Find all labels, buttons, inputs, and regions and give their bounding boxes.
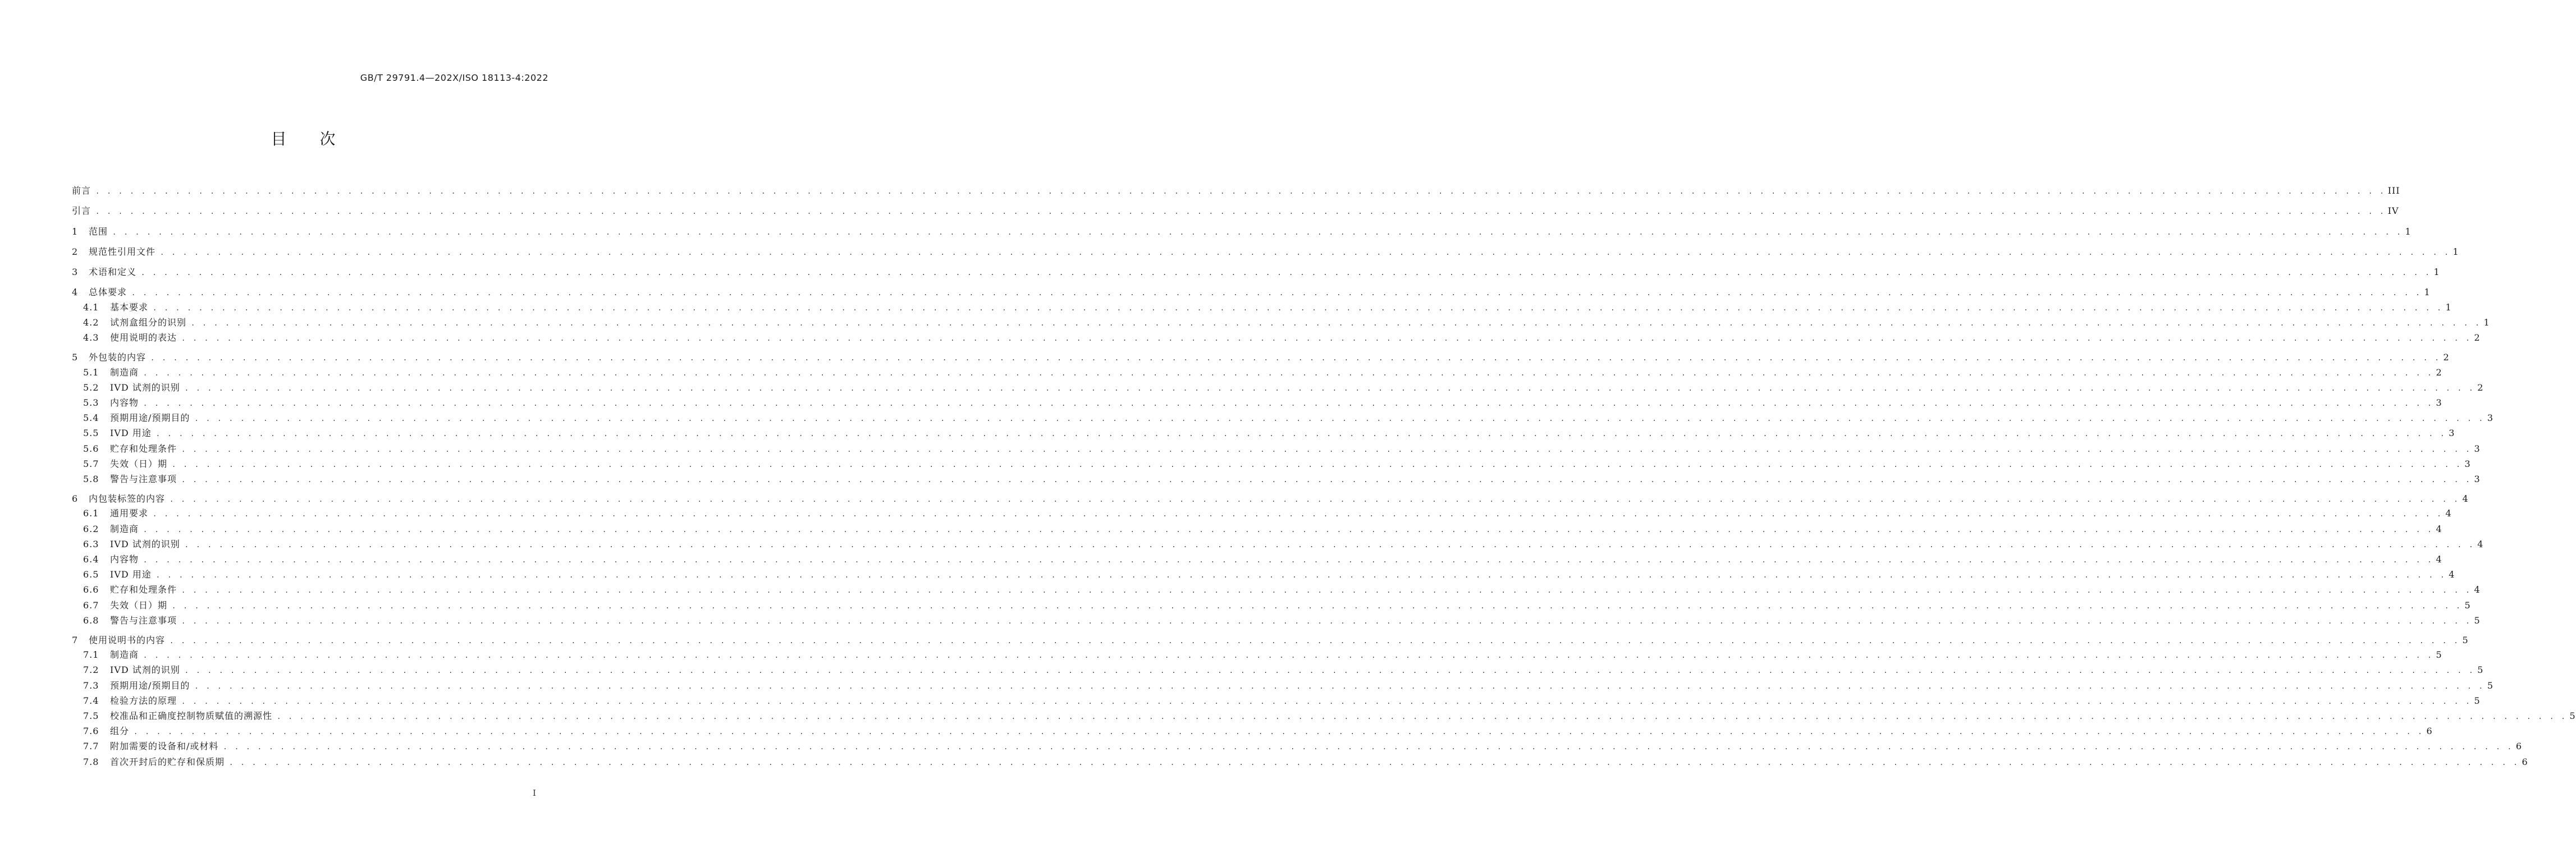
toc-entry-number: 6.7 <box>83 599 99 611</box>
toc-entry-label: 内容物 <box>110 554 139 565</box>
toc-leader-dots: . . . . . . . . . . . . . . . . . . . . . . . . . . . . . . . . . . . . . . . . . . . . . . . . . . . . . . . . . . . . . . . . . . . . . . . . . . . . . . . . . . . . . . . . . . . . . . . . . . . . . . . . . . . . . . . . . . . . . . . . . . . . . . . . . . . . . . . . . . . . . . . . . . . . . . . . . . . . . . . . . . . . . . . . . . . . . . . . . . . . . . . . . . . . . . . . . . . . . . . . <box>223 743 2514 751</box>
toc-entry-label: 预期用途/预期目的 <box>110 680 190 691</box>
toc-entry-page: 5 <box>2462 634 2469 645</box>
toc-entry-number: 2 <box>72 246 79 257</box>
toc-entry-label: 失效（日）期 <box>110 599 168 611</box>
toc-entry-number: 5.6 <box>83 443 99 454</box>
toc-entry[interactable] <box>72 203 2399 223</box>
toc-entry-page: 3 <box>2474 473 2481 484</box>
toc-entry-label: 附加需要的设备和/或材料 <box>110 741 219 752</box>
toc-entry[interactable] <box>72 709 2576 725</box>
toc-entry[interactable] <box>72 301 2452 316</box>
toc-entry-number: 5.1 <box>83 366 99 378</box>
toc-leader-dots: . . . . . . . . . . . . . . . . . . . . . . . . . . . . . . . . . . . . . . . . . . . . . . . . . . . . . . . . . . . . . . . . . . . . . . . . . . . . . . . . . . . . . . . . . . . . . . . . . . . . . . . . . . . . . . . . . . . . . . . . . . . . . . . . . . . . . . . . . . . . . . . . . . . . . . . . . . . . . . . . . . . . . . . . . . . . . . . . . . . . . . . . . . . . . . . . . . . . . . . . <box>155 430 2446 438</box>
toc-leader-dots: . . . . . . . . . . . . . . . . . . . . . . . . . . . . . . . . . . . . . . . . . . . . . . . . . . . . . . . . . . . . . . . . . . . . . . . . . . . . . . . . . . . . . . . . . . . . . . . . . . . . . . . . . . . . . . . . . . . . . . . . . . . . . . . . . . . . . . . . . . . . . . . . . . . . . . . . . . . . . . . . . . . . . . . . . . . . . . . . . . . . . . . . . . . . . . . . . . . . . . . . <box>229 758 2519 767</box>
toc-entry-label: 组分 <box>110 726 130 737</box>
toc-leader-dots: . . . . . . . . . . . . . . . . . . . . . . . . . . . . . . . . . . . . . . . . . . . . . . . . . . . . . . . . . . . . . . . . . . . . . . . . . . . . . . . . . . . . . . . . . . . . . . . . . . . . . . . . . . . . . . . . . . . . . . . . . . . . . . . . . . . . . . . . . . . . . . . . . . . . . . . . . . . . . . . . . . . . . . . . . . . . . . . . . . . . . . . . . . . . . . . . . . . . . . . . <box>277 712 2567 721</box>
toc-leader-dots: . . . . . . . . . . . . . . . . . . . . . . . . . . . . . . . . . . . . . . . . . . . . . . . . . . . . . . . . . . . . . . . . . . . . . . . . . . . . . . . . . . . . . . . . . . . . . . . . . . . . . . . . . . . . . . . . . . . . . . . . . . . . . . . . . . . . . . . . . . . . . . . . . . . . . . . . . . . . . . . . . . . . . . . . . . . . . . . . . . . . . . . . . . . . . . . . . . . . . . . . <box>143 369 2433 377</box>
toc-leader-dots: . . . . . . . . . . . . . . . . . . . . . . . . . . . . . . . . . . . . . . . . . . . . . . . . . . . . . . . . . . . . . . . . . . . . . . . . . . . . . . . . . . . . . . . . . . . . . . . . . . . . . . . . . . . . . . . . . . . . . . . . . . . . . . . . . . . . . . . . . . . . . . . . . . . . . . . . . . . . . . . . . . . . . . . . . . . . . . . . . . . . . . . . . . . . . . . . . . . . . . . . <box>181 475 2472 484</box>
toc-entry-number: 6.8 <box>83 615 99 626</box>
toc-entry-label: IVD 用途 <box>110 569 152 580</box>
toc-entry-page: 5 <box>2487 680 2494 691</box>
toc-entry-page: 5 <box>2464 599 2471 611</box>
toc-entry-label: 规范性引用文件 <box>89 246 156 257</box>
toc-entry-label: IVD 试剂的识别 <box>110 538 180 549</box>
toc-entry-number: 4.3 <box>83 332 99 343</box>
toc-entry-page: 2 <box>2474 332 2481 343</box>
toc-entry[interactable] <box>72 411 2494 427</box>
toc-entry-page: 4 <box>2436 523 2442 534</box>
toc-entry-page: 6 <box>2515 741 2523 752</box>
toc-leader-dots: . . . . . . . . . . . . . . . . . . . . . . . . . . . . . . . . . . . . . . . . . . . . . . . . . . . . . . . . . . . . . . . . . . . . . . . . . . . . . . . . . . . . . . . . . . . . . . . . . . . . . . . . . . . . . . . . . . . . . . . . . . . . . . . . . . . . . . . . . . . . . . . . . . . . . . . . . . . . . . . . . . . . . . . . . . . . . . . . . . . . . . . . . . . . . . . . . . . . . . . . <box>150 354 2441 363</box>
toc-entry-number: 5.2 <box>83 382 99 393</box>
toc-entry-page: 1 <box>2424 287 2431 298</box>
toc-entry[interactable] <box>72 183 2400 203</box>
toc-entry-page: IV <box>2387 205 2399 217</box>
toc-leader-dots: . . . . . . . . . . . . . . . . . . . . . . . . . . . . . . . . . . . . . . . . . . . . . . . . . . . . . . . . . . . . . . . . . . . . . . . . . . . . . . . . . . . . . . . . . . . . . . . . . . . . . . . . . . . . . . . . . . . . . . . . . . . . . . . . . . . . . . . . . . . . . . . . . . . . . . . . . . . . . . . . . . . . . . . . . . . . . . . . . . . . . . . . . . . . . . . . . . . . . . . . <box>194 682 2485 690</box>
toc-entry-label: 预期用途/预期目的 <box>110 413 190 424</box>
toc-entry[interactable] <box>72 599 2471 614</box>
toc-entry-label: 内包装标签的内容 <box>89 493 166 505</box>
toc-entry-label: 总体要求 <box>89 287 127 298</box>
toc-entry-page: 4 <box>2436 554 2442 565</box>
toc-leader-dots: . . . . . . . . . . . . . . . . . . . . . . . . . . . . . . . . . . . . . . . . . . . . . . . . . . . . . . . . . . . . . . . . . . . . . . . . . . . . . . . . . . . . . . . . . . . . . . . . . . . . . . . . . . . . . . . . . . . . . . . . . . . . . . . . . . . . . . . . . . . . . . . . . . . . . . . . . . . . . . . . . . . . . . . . . . . . . . . . . . . . . . . . . . . . . . . . . . . . . . . . <box>181 697 2472 705</box>
toc-entry-page: 5 <box>2569 710 2576 721</box>
toc-entry-number: 5.4 <box>83 413 99 424</box>
toc-entry-page: 1 <box>2445 301 2452 313</box>
toc-entry-page: III <box>2387 185 2400 196</box>
toc-entry-page: 2 <box>2443 352 2450 363</box>
toc-leader-dots: . . . . . . . . . . . . . . . . . . . . . . . . . . . . . . . . . . . . . . . . . . . . . . . . . . . . . . . . . . . . . . . . . . . . . . . . . . . . . . . . . . . . . . . . . . . . . . . . . . . . . . . . . . . . . . . . . . . . . . . . . . . . . . . . . . . . . . . . . . . . . . . . . . . . . . . . . . . . . . . . . . . . . . . . . . . . . . . . . . . . . . . . . . . . . . . . . . . . . . . . <box>95 187 2386 195</box>
toc-leader-dots: . . . . . . . . . . . . . . . . . . . . . . . . . . . . . . . . . . . . . . . . . . . . . . . . . . . . . . . . . . . . . . . . . . . . . . . . . . . . . . . . . . . . . . . . . . . . . . . . . . . . . . . . . . . . . . . . . . . . . . . . . . . . . . . . . . . . . . . . . . . . . . . . . . . . . . . . . . . . . . . . . . . . . . . . . . . . . . . . . . . . . . . . . . . . . . . . . . . . . . . . <box>112 228 2403 236</box>
toc-entry-page: 2 <box>2477 382 2484 393</box>
toc-leader-dots: . . . . . . . . . . . . . . . . . . . . . . . . . . . . . . . . . . . . . . . . . . . . . . . . . . . . . . . . . . . . . . . . . . . . . . . . . . . . . . . . . . . . . . . . . . . . . . . . . . . . . . . . . . . . . . . . . . . . . . . . . . . . . . . . . . . . . . . . . . . . . . . . . . . . . . . . . . . . . . . . . . . . . . . . . . . . . . . . . . . . . . . . . . . . . . . . . . . . . . . . <box>194 415 2485 423</box>
toc-entry-number: 7.2 <box>83 664 99 676</box>
toc-entry[interactable] <box>72 614 2481 629</box>
toc-entry-page: 5 <box>2477 664 2484 676</box>
toc-entry-number: 4.2 <box>83 317 99 328</box>
toc-entry-label: 贮存和处理条件 <box>110 443 177 454</box>
toc-entry[interactable] <box>72 568 2455 583</box>
toc-entry-page: 3 <box>2474 443 2481 454</box>
toc-entry-number: 6.6 <box>83 584 99 595</box>
toc-entry-number: 7.4 <box>83 695 99 706</box>
toc-entry-number: 7.5 <box>83 710 99 721</box>
toc-entry[interactable] <box>72 473 2481 488</box>
toc-leader-dots: . . . . . . . . . . . . . . . . . . . . . . . . . . . . . . . . . . . . . . . . . . . . . . . . . . . . . . . . . . . . . . . . . . . . . . . . . . . . . . . . . . . . . . . . . . . . . . . . . . . . . . . . . . . . . . . . . . . . . . . . . . . . . . . . . . . . . . . . . . . . . . . . . . . . . . . . . . . . . . . . . . . . . . . . . . . . . . . . . . . . . . . . . . . . . . . . . . . . . . . . <box>153 510 2443 519</box>
toc-entry-label: IVD 试剂的识别 <box>110 664 180 676</box>
toc-entry-label: 内容物 <box>110 397 139 409</box>
toc-entry[interactable] <box>72 381 2484 396</box>
toc-entry-page: 4 <box>2462 493 2469 505</box>
toc-entry[interactable] <box>72 366 2442 381</box>
toc-leader-dots: . . . . . . . . . . . . . . . . . . . . . . . . . . . . . . . . . . . . . . . . . . . . . . . . . . . . . . . . . . . . . . . . . . . . . . . . . . . . . . . . . . . . . . . . . . . . . . . . . . . . . . . . . . . . . . . . . . . . . . . . . . . . . . . . . . . . . . . . . . . . . . . . . . . . . . . . . . . . . . . . . . . . . . . . . . . . . . . . . . . . . . . . . . . . . . . . . . . . . . . . <box>191 319 2481 327</box>
toc-entry-number: 7.8 <box>83 756 99 767</box>
toc-entry-page: 2 <box>2436 366 2442 378</box>
standard-code: GB/T 29791.4—202X/ISO 18113-4:2022 <box>360 72 548 83</box>
toc-entry-label: 检验方法的原理 <box>110 695 177 706</box>
toc-entry-number: 3 <box>72 267 79 278</box>
page-title: 目 次 <box>271 130 336 148</box>
toc-entry[interactable] <box>72 740 2523 755</box>
toc-entry[interactable] <box>72 553 2442 568</box>
toc-leader-dots: . . . . . . . . . . . . . . . . . . . . . . . . . . . . . . . . . . . . . . . . . . . . . . . . . . . . . . . . . . . . . . . . . . . . . . . . . . . . . . . . . . . . . . . . . . . . . . . . . . . . . . . . . . . . . . . . . . . . . . . . . . . . . . . . . . . . . . . . . . . . . . . . . . . . . . . . . . . . . . . . . . . . . . . . . . . . . . . . . . . . . . . . . . . . . . . . . . . . . . . . <box>181 586 2472 595</box>
toc-entry-label: 使用说明的表达 <box>110 332 177 343</box>
toc-entry-number: 5.7 <box>83 458 99 469</box>
toc-leader-dots: . . . . . . . . . . . . . . . . . . . . . . . . . . . . . . . . . . . . . . . . . . . . . . . . . . . . . . . . . . . . . . . . . . . . . . . . . . . . . . . . . . . . . . . . . . . . . . . . . . . . . . . . . . . . . . . . . . . . . . . . . . . . . . . . . . . . . . . . . . . . . . . . . . . . . . . . . . . . . . . . . . . . . . . . . . . . . . . . . . . . . . . . . . . . . . . . . . . . . . . . <box>143 556 2433 564</box>
toc-entry-label: 校准品和正确度控制物质赋值的溯源性 <box>110 710 273 721</box>
toc-entry-label: 警告与注意事项 <box>110 473 177 484</box>
toc-entry-page: 5 <box>2474 695 2481 706</box>
toc-entry-page: 3 <box>2464 458 2471 469</box>
toc-entry-page: 4 <box>2449 569 2455 580</box>
toc-entry-label: 警告与注意事项 <box>110 615 177 626</box>
table-of-contents <box>72 183 2576 771</box>
toc-entry[interactable] <box>72 694 2481 709</box>
toc-leader-dots: . . . . . . . . . . . . . . . . . . . . . . . . . . . . . . . . . . . . . . . . . . . . . . . . . . . . . . . . . . . . . . . . . . . . . . . . . . . . . . . . . . . . . . . . . . . . . . . . . . . . . . . . . . . . . . . . . . . . . . . . . . . . . . . . . . . . . . . . . . . . . . . . . . . . . . . . . . . . . . . . . . . . . . . . . . . . . . . . . . . . . . . . . . . . . . . . . . . . . . . . <box>143 652 2433 660</box>
toc-entry-page: 3 <box>2487 413 2494 424</box>
toc-leader-dots: . . . . . . . . . . . . . . . . . . . . . . . . . . . . . . . . . . . . . . . . . . . . . . . . . . . . . . . . . . . . . . . . . . . . . . . . . . . . . . . . . . . . . . . . . . . . . . . . . . . . . . . . . . . . . . . . . . . . . . . . . . . . . . . . . . . . . . . . . . . . . . . . . . . . . . . . . . . . . . . . . . . . . . . . . . . . . . . . . . . . . . . . . . . . . . . . . . . . . . . . <box>181 617 2472 625</box>
toc-entry-page: 1 <box>2405 226 2412 237</box>
toc-entry[interactable] <box>72 331 2481 346</box>
toc-entry-label: 基本要求 <box>110 301 149 313</box>
toc-entry[interactable] <box>72 583 2481 598</box>
toc-entry[interactable] <box>72 507 2452 522</box>
toc-entry[interactable] <box>72 648 2442 663</box>
toc-entry[interactable] <box>72 396 2442 411</box>
toc-entry-page: 6 <box>2522 756 2528 767</box>
toc-leader-dots: . . . . . . . . . . . . . . . . . . . . . . . . . . . . . . . . . . . . . . . . . . . . . . . . . . . . . . . . . . . . . . . . . . . . . . . . . . . . . . . . . . . . . . . . . . . . . . . . . . . . . . . . . . . . . . . . . . . . . . . . . . . . . . . . . . . . . . . . . . . . . . . . . . . . . . . . . . . . . . . . . . . . . . . . . . . . . . . . . . . . . . . . . . . . . . . . . . . . . . . . <box>181 445 2472 453</box>
toc-entry[interactable] <box>72 442 2481 457</box>
toc-entry-number: 6.3 <box>83 538 99 549</box>
toc-entry-label: 通用要求 <box>110 508 149 519</box>
toc-entry-label: 贮存和处理条件 <box>110 584 177 595</box>
toc-entry-page: 1 <box>2433 267 2440 278</box>
toc-entry-page: 3 <box>2449 428 2455 439</box>
page-number: I <box>533 788 536 798</box>
toc-entry[interactable] <box>72 244 2459 264</box>
toc-leader-dots: . . . . . . . . . . . . . . . . . . . . . . . . . . . . . . . . . . . . . . . . . . . . . . . . . . . . . . . . . . . . . . . . . . . . . . . . . . . . . . . . . . . . . . . . . . . . . . . . . . . . . . . . . . . . . . . . . . . . . . . . . . . . . . . . . . . . . . . . . . . . . . . . . . . . . . . . . . . . . . . . . . . . . . . . . . . . . . . . . . . . . . . . . . . . . . . . . . . . . . . . <box>172 602 2462 610</box>
toc-entry-page: 1 <box>2483 317 2490 328</box>
toc-entry-label: 外包装的内容 <box>89 352 147 363</box>
toc-entry-page: 5 <box>2436 649 2442 661</box>
toc-leader-dots: . . . . . . . . . . . . . . . . . . . . . . . . . . . . . . . . . . . . . . . . . . . . . . . . . . . . . . . . . . . . . . . . . . . . . . . . . . . . . . . . . . . . . . . . . . . . . . . . . . . . . . . . . . . . . . . . . . . . . . . . . . . . . . . . . . . . . . . . . . . . . . . . . . . . . . . . . . . . . . . . . . . . . . . . . . . . . . . . . . . . . . . . . . . . . . . . . . . . . . . . <box>181 334 2472 343</box>
toc-entry-number: 4 <box>72 287 79 298</box>
toc-leader-dots: . . . . . . . . . . . . . . . . . . . . . . . . . . . . . . . . . . . . . . . . . . . . . . . . . . . . . . . . . . . . . . . . . . . . . . . . . . . . . . . . . . . . . . . . . . . . . . . . . . . . . . . . . . . . . . . . . . . . . . . . . . . . . . . . . . . . . . . . . . . . . . . . . . . . . . . . . . . . . . . . . . . . . . . . . . . . . . . . . . . . . . . . . . . . . . . . . . . . . . . . <box>143 400 2433 408</box>
toc-entry-number: 5.5 <box>83 428 99 439</box>
toc-leader-dots: . . . . . . . . . . . . . . . . . . . . . . . . . . . . . . . . . . . . . . . . . . . . . . . . . . . . . . . . . . . . . . . . . . . . . . . . . . . . . . . . . . . . . . . . . . . . . . . . . . . . . . . . . . . . . . . . . . . . . . . . . . . . . . . . . . . . . . . . . . . . . . . . . . . . . . . . . . . . . . . . . . . . . . . . . . . . . . . . . . . . . . . . . . . . . . . . . . . . . . . . <box>184 667 2475 675</box>
toc-leader-dots: . . . . . . . . . . . . . . . . . . . . . . . . . . . . . . . . . . . . . . . . . . . . . . . . . . . . . . . . . . . . . . . . . . . . . . . . . . . . . . . . . . . . . . . . . . . . . . . . . . . . . . . . . . . . . . . . . . . . . . . . . . . . . . . . . . . . . . . . . . . . . . . . . . . . . . . . . . . . . . . . . . . . . . . . . . . . . . . . . . . . . . . . . . . . . . . . . . . . . . . . <box>155 571 2446 580</box>
toc-entry-label: 术语和定义 <box>89 267 137 278</box>
toc-entry-label: 引言 <box>72 205 91 217</box>
toc-entry-page: 3 <box>2436 397 2442 409</box>
toc-leader-dots: . . . . . . . . . . . . . . . . . . . . . . . . . . . . . . . . . . . . . . . . . . . . . . . . . . . . . . . . . . . . . . . . . . . . . . . . . . . . . . . . . . . . . . . . . . . . . . . . . . . . . . . . . . . . . . . . . . . . . . . . . . . . . . . . . . . . . . . . . . . . . . . . . . . . . . . . . . . . . . . . . . . . . . . . . . . . . . . . . . . . . . . . . . . . . . . . . . . . . . . . <box>172 460 2462 469</box>
toc-leader-dots: . . . . . . . . . . . . . . . . . . . . . . . . . . . . . . . . . . . . . . . . . . . . . . . . . . . . . . . . . . . . . . . . . . . . . . . . . . . . . . . . . . . . . . . . . . . . . . . . . . . . . . . . . . . . . . . . . . . . . . . . . . . . . . . . . . . . . . . . . . . . . . . . . . . . . . . . . . . . . . . . . . . . . . . . . . . . . . . . . . . . . . . . . . . . . . . . . . . . . . . . <box>184 540 2475 549</box>
toc-entry-number: 5 <box>72 352 79 363</box>
toc-entry-label: 范围 <box>89 226 108 237</box>
toc-leader-dots: . . . . . . . . . . . . . . . . . . . . . . . . . . . . . . . . . . . . . . . . . . . . . . . . . . . . . . . . . . . . . . . . . . . . . . . . . . . . . . . . . . . . . . . . . . . . . . . . . . . . . . . . . . . . . . . . . . . . . . . . . . . . . . . . . . . . . . . . . . . . . . . . . . . . . . . . . . . . . . . . . . . . . . . . . . . . . . . . . . . . . . . . . . . . . . . . . . . . . . . . <box>143 525 2433 534</box>
toc-entry-label: 制造商 <box>110 523 139 534</box>
toc-entry-number: 4.1 <box>83 301 99 313</box>
toc-entry[interactable] <box>72 264 2440 285</box>
toc-entry-number: 7.7 <box>83 741 99 752</box>
toc-entry[interactable] <box>72 427 2455 442</box>
toc-entry[interactable] <box>72 316 2490 331</box>
toc-leader-dots: . . . . . . . . . . . . . . . . . . . . . . . . . . . . . . . . . . . . . . . . . . . . . . . . . . . . . . . . . . . . . . . . . . . . . . . . . . . . . . . . . . . . . . . . . . . . . . . . . . . . . . . . . . . . . . . . . . . . . . . . . . . . . . . . . . . . . . . . . . . . . . . . . . . . . . . . . . . . . . . . . . . . . . . . . . . . . . . . . . . . . . . . . . . . . . . . . . . . . . . . <box>160 248 2450 256</box>
toc-entry-number: 7.6 <box>83 726 99 737</box>
toc-leader-dots: . . . . . . . . . . . . . . . . . . . . . . . . . . . . . . . . . . . . . . . . . . . . . . . . . . . . . . . . . . . . . . . . . . . . . . . . . . . . . . . . . . . . . . . . . . . . . . . . . . . . . . . . . . . . . . . . . . . . . . . . . . . . . . . . . . . . . . . . . . . . . . . . . . . . . . . . . . . . . . . . . . . . . . . . . . . . . . . . . . . . . . . . . . . . . . . . . . . . . . . . <box>184 384 2475 392</box>
toc-entry-label: 使用说明书的内容 <box>89 634 166 645</box>
toc-entry-number: 6 <box>72 493 79 505</box>
toc-entry-number: 1 <box>72 226 79 237</box>
toc-entry-label: 试剂盒组分的识别 <box>110 317 187 328</box>
toc-entry-number: 5.8 <box>83 473 99 484</box>
toc-entry-label: 制造商 <box>110 366 139 378</box>
toc-entry-page: 5 <box>2474 615 2481 626</box>
toc-entry-number: 7.3 <box>83 680 99 691</box>
toc-entry-label: 失效（日）期 <box>110 458 168 469</box>
toc-entry[interactable] <box>72 679 2494 694</box>
toc-entry-number: 6.5 <box>83 569 99 580</box>
toc-entry-label: 制造商 <box>110 649 139 661</box>
toc-leader-dots: . . . . . . . . . . . . . . . . . . . . . . . . . . . . . . . . . . . . . . . . . . . . . . . . . . . . . . . . . . . . . . . . . . . . . . . . . . . . . . . . . . . . . . . . . . . . . . . . . . . . . . . . . . . . . . . . . . . . . . . . . . . . . . . . . . . . . . . . . . . . . . . . . . . . . . . . . . . . . . . . . . . . . . . . . . . . . . . . . . . . . . . . . . . . . . . . . . . . . . . . <box>134 728 2424 736</box>
toc-entry-label: IVD 用途 <box>110 428 152 439</box>
toc-entry-label: 首次开封后的贮存和保质期 <box>110 756 225 767</box>
toc-entry-number: 6.1 <box>83 508 99 519</box>
toc-entry[interactable] <box>72 663 2484 679</box>
toc-entry-label: 前言 <box>72 185 91 196</box>
toc-entry-label: IVD 试剂的识别 <box>110 382 180 393</box>
toc-entry[interactable] <box>72 538 2484 553</box>
toc-leader-dots: . . . . . . . . . . . . . . . . . . . . . . . . . . . . . . . . . . . . . . . . . . . . . . . . . . . . . . . . . . . . . . . . . . . . . . . . . . . . . . . . . . . . . . . . . . . . . . . . . . . . . . . . . . . . . . . . . . . . . . . . . . . . . . . . . . . . . . . . . . . . . . . . . . . . . . . . . . . . . . . . . . . . . . . . . . . . . . . . . . . . . . . . . . . . . . . . . . . . . . . . <box>153 304 2443 312</box>
toc-entry[interactable] <box>72 224 2412 244</box>
toc-leader-dots: . . . . . . . . . . . . . . . . . . . . . . . . . . . . . . . . . . . . . . . . . . . . . . . . . . . . . . . . . . . . . . . . . . . . . . . . . . . . . . . . . . . . . . . . . . . . . . . . . . . . . . . . . . . . . . . . . . . . . . . . . . . . . . . . . . . . . . . . . . . . . . . . . . . . . . . . . . . . . . . . . . . . . . . . . . . . . . . . . . . . . . . . . . . . . . . . . . . . . . . . <box>170 496 2460 504</box>
toc-entry-number: 6.2 <box>83 523 99 534</box>
toc-entry-number: 5.3 <box>83 397 99 409</box>
toc-entry[interactable] <box>72 457 2471 473</box>
toc-entry-number: 7.1 <box>83 649 99 661</box>
toc-leader-dots: . . . . . . . . . . . . . . . . . . . . . . . . . . . . . . . . . . . . . . . . . . . . . . . . . . . . . . . . . . . . . . . . . . . . . . . . . . . . . . . . . . . . . . . . . . . . . . . . . . . . . . . . . . . . . . . . . . . . . . . . . . . . . . . . . . . . . . . . . . . . . . . . . . . . . . . . . . . . . . . . . . . . . . . . . . . . . . . . . . . . . . . . . . . . . . . . . . . . . . . . <box>141 269 2431 277</box>
toc-entry[interactable] <box>72 523 2442 538</box>
toc-entry-number: 7 <box>72 634 79 645</box>
toc-entry[interactable] <box>72 725 2433 740</box>
toc-entry-page: 6 <box>2426 726 2433 737</box>
toc-leader-dots: . . . . . . . . . . . . . . . . . . . . . . . . . . . . . . . . . . . . . . . . . . . . . . . . . . . . . . . . . . . . . . . . . . . . . . . . . . . . . . . . . . . . . . . . . . . . . . . . . . . . . . . . . . . . . . . . . . . . . . . . . . . . . . . . . . . . . . . . . . . . . . . . . . . . . . . . . . . . . . . . . . . . . . . . . . . . . . . . . . . . . . . . . . . . . . . . . . . . . . . . <box>131 289 2422 297</box>
toc-entry-page: 4 <box>2477 538 2484 549</box>
toc-entry-page: 4 <box>2445 508 2452 519</box>
toc-entry-number: 6.4 <box>83 554 99 565</box>
toc-leader-dots: . . . . . . . . . . . . . . . . . . . . . . . . . . . . . . . . . . . . . . . . . . . . . . . . . . . . . . . . . . . . . . . . . . . . . . . . . . . . . . . . . . . . . . . . . . . . . . . . . . . . . . . . . . . . . . . . . . . . . . . . . . . . . . . . . . . . . . . . . . . . . . . . . . . . . . . . . . . . . . . . . . . . . . . . . . . . . . . . . . . . . . . . . . . . . . . . . . . . . . . . <box>170 636 2460 645</box>
toc-entry[interactable] <box>72 755 2528 771</box>
toc-entry-page: 1 <box>2453 246 2459 257</box>
toc-leader-dots: . . . . . . . . . . . . . . . . . . . . . . . . . . . . . . . . . . . . . . . . . . . . . . . . . . . . . . . . . . . . . . . . . . . . . . . . . . . . . . . . . . . . . . . . . . . . . . . . . . . . . . . . . . . . . . . . . . . . . . . . . . . . . . . . . . . . . . . . . . . . . . . . . . . . . . . . . . . . . . . . . . . . . . . . . . . . . . . . . . . . . . . . . . . . . . . . . . . . . . . . <box>95 208 2386 216</box>
toc-entry-page: 4 <box>2474 584 2481 595</box>
